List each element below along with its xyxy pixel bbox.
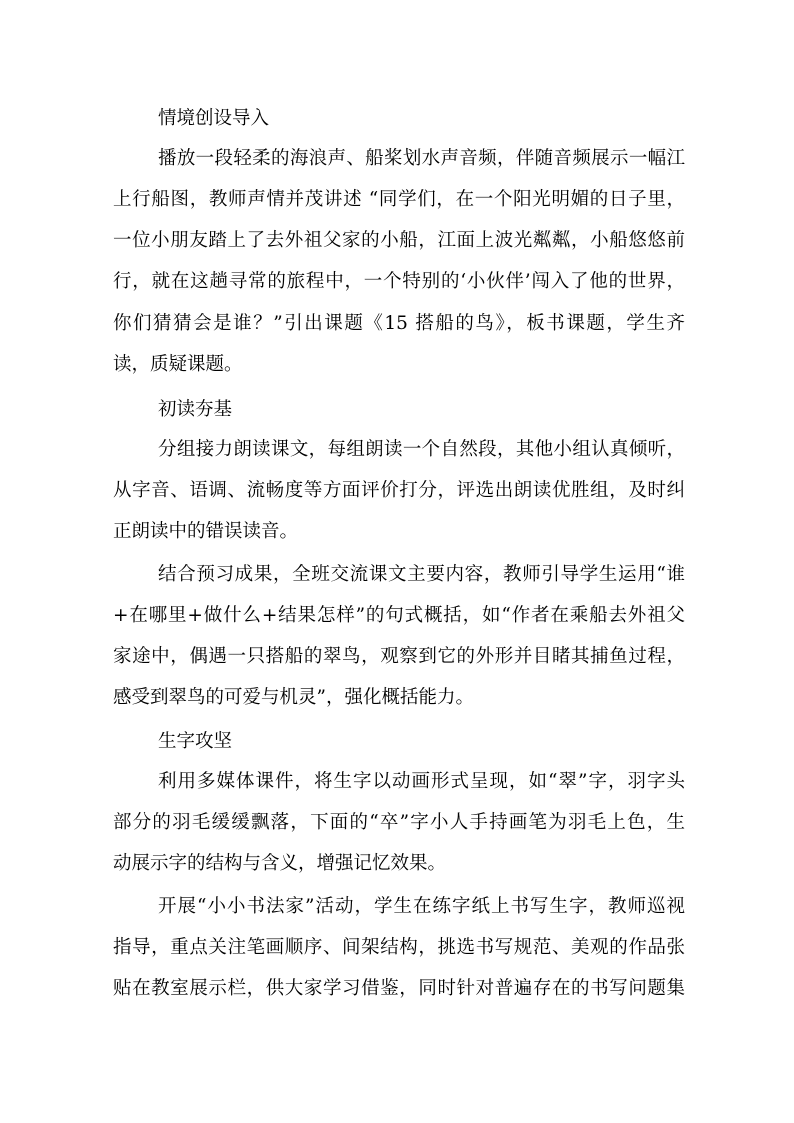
paragraph-line: 部分的羽毛缓缓飘落，下面的“卒”字小人手持画笔为羽毛上色，生 bbox=[113, 812, 685, 833]
paragraph-line: 指导，重点关注笔画顺序、间架结构，挑选书写规范、美观的作品张 bbox=[113, 937, 685, 958]
paragraph-line: 行，就在这趟寻常的旅程中，一个特别的‘小伙伴’闯入了他的世界， bbox=[113, 271, 685, 292]
paragraph-line: 播放一段轻柔的海浪声、船桨划水声音频，伴随音频展示一幅江 bbox=[158, 148, 685, 169]
paragraph-line: +在哪里+做什么+结果怎样”的句式概括，如“作者在乘船去外祖父 bbox=[113, 605, 685, 626]
paragraph-line: 利用多媒体课件，将生字以动画形式呈现，如“翠”字，羽字头 bbox=[158, 771, 685, 792]
section-heading: 初读夯基 bbox=[158, 399, 233, 420]
paragraph-line: 分组接力朗读课文，每组朗读一个自然段，其他小组认真倾听， bbox=[158, 439, 685, 460]
paragraph-line: 动展示字的结构与含义，增强记忆效果。 bbox=[113, 853, 447, 874]
paragraph-line: 上行船图，教师声情并茂讲述 “同学们，在一个阳光明媚的日子里， bbox=[113, 189, 685, 210]
paragraph-line: 感受到翠鸟的可爱与机灵”，强化概括能力。 bbox=[113, 687, 474, 708]
paragraph-line: 从字音、语调、流畅度等方面评价打分，评选出朗读优胜组，及时纠 bbox=[113, 480, 685, 501]
paragraph-line: 开展“小小书法家”活动，学生在练字纸上书写生字，教师巡视 bbox=[158, 896, 685, 917]
paragraph-line: 正朗读中的错误读音。 bbox=[113, 521, 299, 542]
paragraph-line: 结合预习成果，全班交流课文主要内容，教师引导学生运用“谁 bbox=[158, 564, 685, 585]
paragraph-line: 一位小朋友踏上了去外祖父家的小船，江面上波光粼粼，小船悠悠前 bbox=[113, 230, 685, 251]
section-heading: 情境创设导入 bbox=[158, 108, 270, 129]
paragraph-line: 贴在教室展示栏，供大家学习借鉴，同时针对普遍存在的书写问题集 bbox=[113, 978, 685, 999]
paragraph-line: 家途中，偶遇一只搭船的翠鸟，观察到它的外形并目睹其捕鱼过程， bbox=[113, 646, 685, 667]
paragraph-line: 你们猜猜会是谁？”引出课题《15 搭船的鸟》，板书课题，学生齐 bbox=[113, 313, 685, 334]
section-heading: 生字攻坚 bbox=[158, 731, 233, 752]
paragraph-line: 读，质疑课题。 bbox=[113, 354, 243, 375]
